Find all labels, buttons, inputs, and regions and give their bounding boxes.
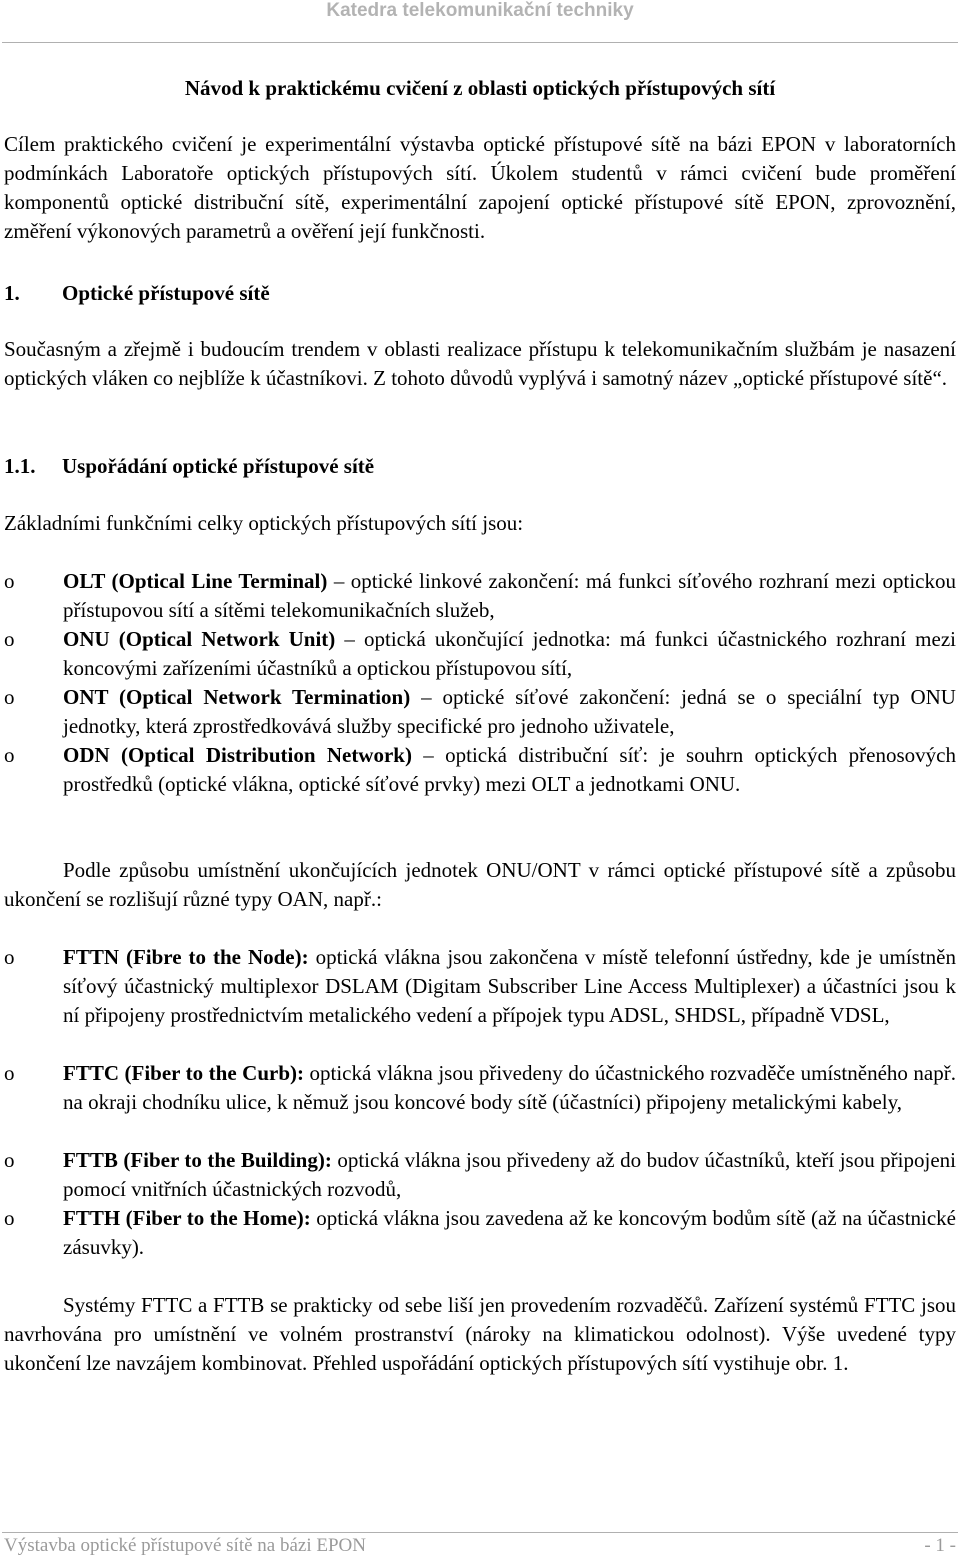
list-item-ont — [4, 683, 956, 741]
bullet: o — [4, 743, 15, 767]
list-item-fttn — [4, 943, 956, 1030]
definition: optická vlákna jsou přivedeny až do budov účastníků, kteří jsou připojeni pomocí vnitřních účastnických rozvodů, — [63, 1148, 956, 1201]
page-header: Katedra telekomunikační techniky — [326, 0, 634, 21]
section-1-paragraph: Současným a zřejmě i budoucím trendem v oblasti realizace přístupu k telekomunikačním službám je nasazení optických vláken co nejblíže k účastníkovi. Z tohoto důvodů vyplývá i samotný název „optické přístupové sítě“. — [4, 337, 956, 390]
section-1-1-heading — [4, 452, 956, 481]
definition: optická vlákna jsou zavedena až ke koncovým bodům sítě (až na účastnické zásuvky). — [63, 1206, 956, 1259]
list-item-fttb — [4, 1146, 956, 1204]
bullet: o — [4, 1148, 15, 1172]
footer-divider — [2, 1532, 958, 1533]
closing-paragraph: Systémy FTTC a FTTB se prakticky od sebe liší jen provedením rozvaděčů. Zařízení systémů FTTC jsou navrhována pro umístnění ve volném prostranství (nároky na klimatickou odolnost). Výše uvedené typy ukončení lze navzájem kombinovat. Přehled uspořádání optických přístupových sítí vystihuje obr. 1. — [4, 1293, 956, 1375]
intro-paragraph: Cílem praktického cvičení je experimentální výstavba optické přístupové sítě na bázi EPON v laboratorních podmínkách Laboratoře optických přístupových sítí. Úkolem studentů v rámci cvičení bude proměření komponentů optické distribuční sítě, experimentální zapojení optické přístupové sítě EPON, zprovoznění, změření výkonových parametrů a ověření její funkčnosti. — [4, 132, 956, 243]
definition: optická vlákna jsou přivedeny do účastnického rozvaděče umístněného např. na okraji chodníku ulice, k němuž jsou koncové body sítě (účastníci) připojeny metalickými kabely, — [63, 1061, 956, 1114]
definition: – optická ukončující jednotka: má funkci účastnického rozhraní mezi koncovými zařízeními účastníků a optickou přístupovou sítí, — [63, 627, 956, 680]
term: FTTB (Fiber to the Building): — [63, 1148, 332, 1172]
bullet: o — [4, 1206, 15, 1230]
footer-title: Výstavba optické přístupové sítě na bázi EPON — [4, 1535, 366, 1556]
bullet: o — [4, 627, 15, 651]
definition: – optické linkové zakončení: má funkci síťového rozhraní mezi optickou přístupovou sítí a sítěmi telekomunikačních služeb, — [63, 569, 956, 622]
list-item-onu — [4, 625, 956, 683]
term: FTTC (Fiber to the Curb): — [63, 1061, 304, 1085]
definition: – optické síťové zakončení: jedná se o speciální typ ONU jednotky, která zprostředkovává služby specifické pro jednoho uživatele, — [63, 685, 956, 738]
oan-intro-paragraph: Podle způsobu umístnění ukončujících jednotek ONU/ONT v rámci optické přístupové sítě a způsobu ukončení se rozlišují různé typy OAN, např.: — [4, 858, 956, 911]
section-1-heading — [4, 279, 956, 308]
section-number: 1. — [4, 281, 20, 305]
page-number: - 1 - — [924, 1535, 956, 1556]
list-item-olt — [4, 567, 956, 625]
term: ONU (Optical Network Unit) — [63, 627, 336, 651]
definition: – optická distribuční síť: je souhrn optických přenosových prostředků (optické vlákna, optické síťové prvky) mezi OLT a jednotkami ONU. — [63, 743, 956, 796]
components-lead: Základními funkčními celky optických přístupových sítí jsou: — [4, 511, 524, 535]
page-footer — [4, 1535, 956, 1557]
header-divider — [2, 42, 958, 43]
bullet: o — [4, 945, 15, 969]
term: ONT (Optical Network Termination) — [63, 685, 411, 709]
section-title: Optické přístupové sítě — [62, 281, 270, 305]
section-title: Uspořádání optické přístupové sítě — [62, 454, 375, 478]
term: ODN (Optical Distribution Network) — [63, 743, 412, 767]
list-item-fttc — [4, 1059, 956, 1117]
bullet: o — [4, 685, 15, 709]
term: FTTN (Fibre to the Node): — [63, 945, 309, 969]
section-number: 1.1. — [4, 454, 36, 478]
list-item-ftth — [4, 1204, 956, 1262]
list-item-odn — [4, 741, 956, 799]
term: FTTH (Fiber to the Home): — [63, 1206, 311, 1230]
term: OLT (Optical Line Terminal) — [63, 569, 328, 593]
document-title: Návod k praktickému cvičení z oblasti optických přístupových sítí — [184, 76, 776, 100]
definition: optická vlákna jsou zakončena v místě telefonní ústředny, kde je umístněn síťový účastnický multiplexor DSLAM (Digitam Subscriber Line Access Multiplexer) a účastníci jsou k ní připojeny prostřednictvím metalického vedení a přípojek typu ADSL, SHDSL, případně VDSL, — [63, 945, 956, 1027]
bullet: o — [4, 569, 15, 593]
bullet: o — [4, 1061, 15, 1085]
